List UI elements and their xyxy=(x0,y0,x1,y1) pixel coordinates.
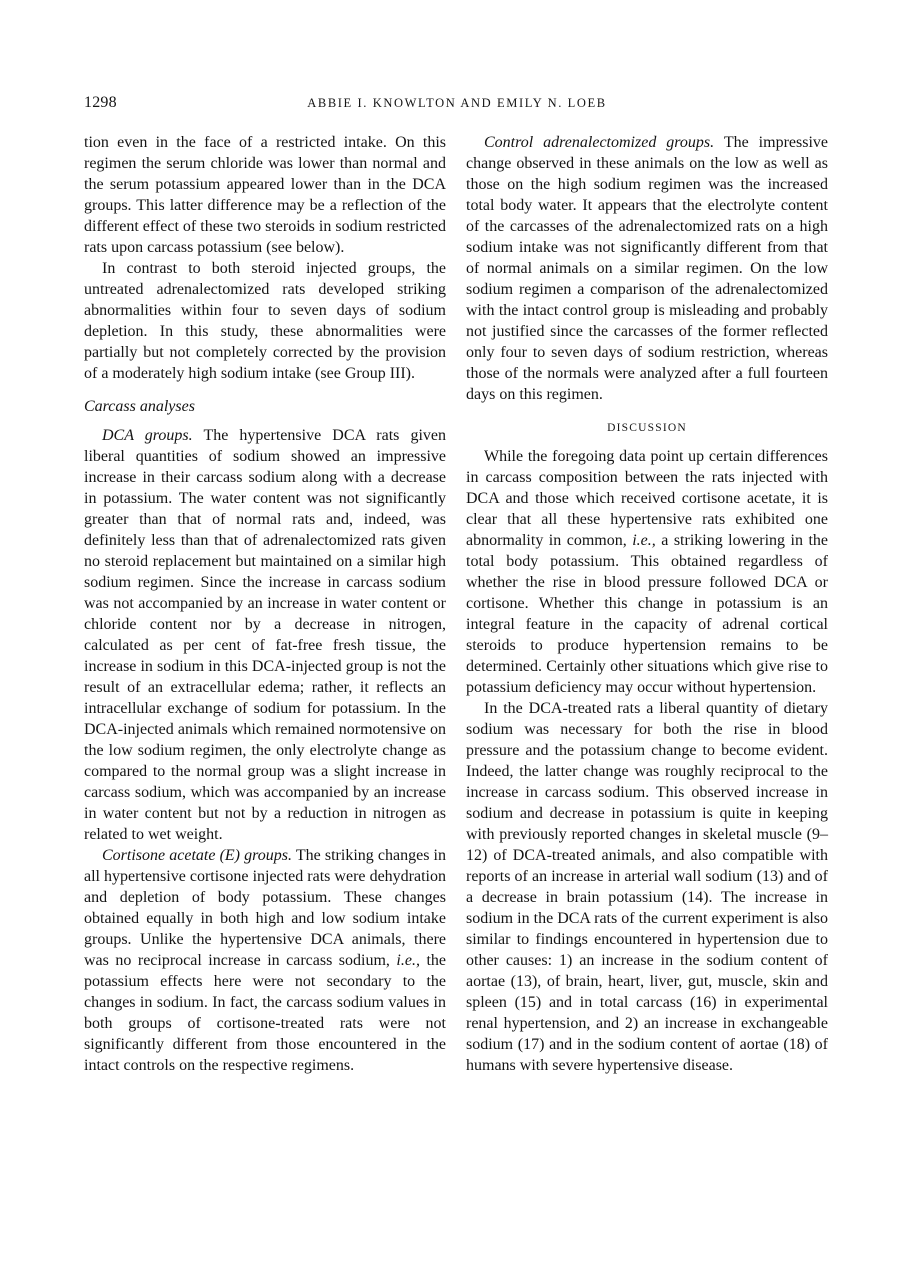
paragraph: In contrast to both steroid injected groups, the untreated adrenalectomized rats developed striking abnormalities within four to seven days of sodium depletion. In this study, these abnormalities were partially but not completely corrected by the provision of a moderately high sodium intake (see Group III). xyxy=(84,260,446,382)
section-heading-discussion: DISCUSSION xyxy=(607,422,687,434)
page-header xyxy=(84,94,830,116)
right-column xyxy=(466,132,828,1076)
paragraph-text: a striking lowering in the total body potassium. This obtained regardless of whether the rise in blood pressure followed DCA or cortisone. Whether this change in potassium is an integral feature in the capacity of adrenal cortical steroids to produce hypertension remains to be determined. Certainly other situations which give rise to potassium deficiency may occur without hypertension. xyxy=(466,532,829,696)
paragraph-text: The striking changes in all hypertensive cortisone injected rats were dehydration and depletion of body potassium. These changes obtained equally in both high and low sodium intake groups. Unlike the hypertensive DCA animals, there was no reciprocal increase in carcass sodium, xyxy=(84,847,447,969)
section-heading-carcass-analyses: Carcass analyses xyxy=(84,398,195,415)
run-in-heading: DCA groups. xyxy=(102,427,193,444)
run-in-heading: Cortisone acetate (E) groups. xyxy=(102,847,293,864)
paragraph xyxy=(466,446,828,698)
paragraph-text: The impressive change observed in these animals on the low as well as those on the high sodium regimen was the increased total body water. It appears that the electrolyte content of the carcasses of the adrenalectomized rats on a high sodium intake was not significantly different from that of normal animals on a similar regimen. On the low sodium regimen a comparison of the adrenalectomized with the intact control group is misleading and probably not justified since the carcasses of the former reflected only four to seven days of sodium restriction, whereas those of the normals were analyzed after a full fourteen days on this regimen. xyxy=(466,134,828,403)
run-in-heading: Control adrenalectomized groups. xyxy=(484,134,715,151)
italic-term: i.e., xyxy=(632,532,656,549)
paragraph: In the DCA-treated rats a liberal quantity of dietary sodium was necessary for both the rise in blood pressure and the potassium change to become evident. Indeed, the latter change was roughly reciprocal to the increase in carcass sodium. This observed increase in sodium and decrease in potassium is quite in keeping with previously reported changes in skeletal muscle (9–12) of DCA-treated animals, and also compatible with reports of an increase in arterial wall sodium (13) and of a decrease in brain potassium (14). The increase in sodium in the DCA rats of the current experiment is also similar to findings encountered in hypertension due to other causes: 1) an increase in the sodium content of aortae (13), of brain, heart, liver, gut, muscle, skin and spleen (15) and in total carcass (16) in experimental renal hypertension, and 2) an increase in exchangeable sodium (17) and in the sodium content of aortae (18) of humans with severe hypertensive disease. xyxy=(466,700,828,1074)
paragraph-cortisone-groups xyxy=(84,845,446,1076)
paragraph-dca-groups xyxy=(84,425,446,845)
paragraph: tion even in the face of a restricted intake. On this regimen the serum chloride was lower than normal and the serum potassium appeared lower than in the DCA groups. This latter difference may be a reflection of the different effect of these two steroids in sodium restricted rats upon carcass potassium (see below). xyxy=(84,134,446,256)
page-number: 1298 xyxy=(84,94,117,111)
running-head: ABBIE I. KNOWLTON AND EMILY N. LOEB xyxy=(307,96,607,110)
paragraph-control-groups xyxy=(466,132,828,405)
paragraph-text: the potassium effects here were not secondary to the changes in sodium. In fact, the carcass sodium values in both groups of cortisone-treated rats were not significantly different from those encountered in the intact controls on the respective regimens. xyxy=(84,952,447,1074)
italic-term: i.e., xyxy=(396,952,420,969)
paragraph-text: While the foregoing data point up certain differences in carcass composition between the rats injected with DCA and those which received cortisone acetate, it is clear that all these hypertensive rats exhibited one abnormality in common, xyxy=(466,448,828,549)
paragraph-text: The hypertensive DCA rats given liberal quantities of sodium showed an impressive increase in their carcass sodium along with a decrease in potassium. The water content was not significantly greater than that of normal rats and, indeed, was definitely less than that of adrenalectomized rats given no steroid replacement but maintained on a similar high sodium regimen. Since the increase in carcass sodium was not accompanied by an increase in water content or chloride content nor by a decrease in nitrogen, calculated as per cent of fat-free fresh tissue, the increase in sodium in this DCA-injected group is not the result of an extracellular edema; rather, it reflects an intracellular exchange of sodium for potassium. In the DCA-injected animals which remained normotensive on the low sodium regimen, the only electrolyte change as compared to the normal group was a slight increase in carcass sodium, which was accompanied by an increase in water content but not by a reduction in nitrogen as related to wet weight. xyxy=(84,427,446,843)
left-column xyxy=(84,132,446,1076)
